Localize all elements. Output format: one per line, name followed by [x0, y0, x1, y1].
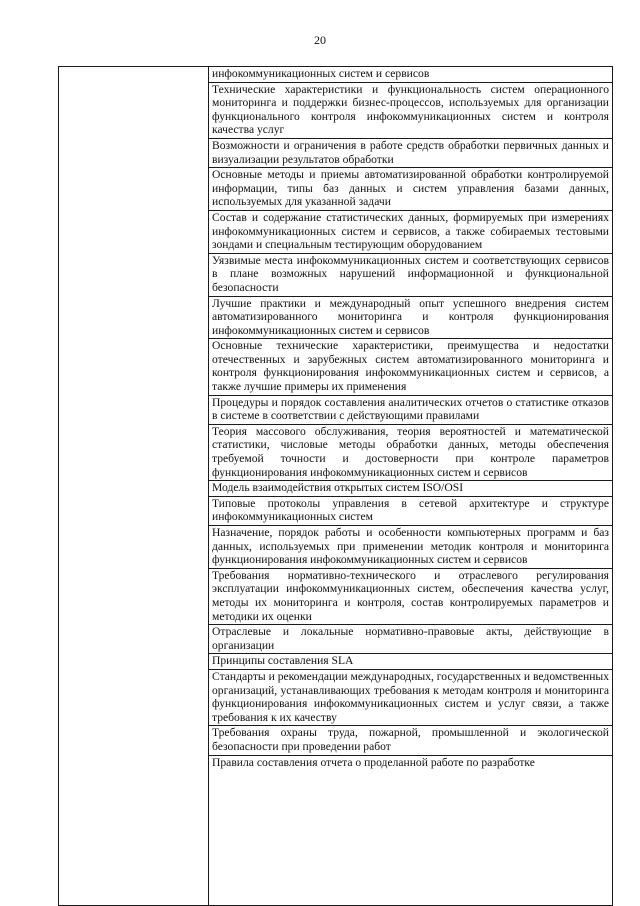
knowledge-item: Технические характеристики и функциональность систем операционного мониторинга и поддержки бизнес-процессов, используемых для организации функционального контроля инфокоммуникационных систем и контроля качества услуг: [209, 83, 612, 139]
knowledge-item: Назначение, порядок работы и особенности компьютерных программ и баз данных, используемых при применении методик контроля и мониторинга функционирования инфокоммуникационных систем и сервисов: [209, 526, 612, 569]
knowledge-item: Состав и содержание статистических данных, формируемых при измерениях инфокоммуникационных систем и сервисов, а также собираемых тестовыми зондами и специальным тестирующим оборудованием: [209, 211, 612, 254]
knowledge-table: [58, 66, 613, 906]
page-number: 20: [314, 33, 326, 47]
knowledge-item: Стандарты и рекомендации международных, государственных и ведомственных организаций, устанавливающих требования к методам контроля и мониторинга функционирования инфокоммуникационных систем и услуг связи, а также требования к их качеству: [209, 670, 612, 726]
left-column-text: [59, 67, 208, 905]
knowledge-item: Лучшие практики и международный опыт успешного внедрения систем автоматизированного мониторинга и контроля функционирования инфокоммуникационных систем и сервисов: [209, 297, 612, 340]
knowledge-list: [209, 67, 612, 770]
knowledge-item: Типовые протоколы управления в сетевой архитектуре и структуре инфокоммуникационных систем: [209, 497, 612, 526]
right-column-cell: [209, 67, 613, 906]
left-column-cell: [59, 67, 209, 906]
knowledge-item: Основные методы и приемы автоматизированной обработки контролируемой информации, типы баз данных и систем управления базами данных, используемых для указанной задачи: [209, 168, 612, 211]
knowledge-item: Процедуры и порядок составления аналитических отчетов о статистике отказов в системе в соответствии с действующими правилами: [209, 396, 612, 425]
knowledge-item: Основные технические характеристики, преимущества и недостатки отечественных и зарубежных систем автоматизированного мониторинга и контроля функционирования инфокоммуникационных систем и сервисов, а также лучшие примеры их применения: [209, 339, 612, 395]
knowledge-item: Принципы составления SLA: [209, 654, 612, 670]
knowledge-item: Теория массового обслуживания, теория вероятностей и математической статистики, числовые методы обработки данных, методы обеспечения требуемой точности и достоверности при контроле параметров функционирования инфокоммуникационных систем и сервисов: [209, 425, 612, 481]
table-row: [59, 67, 613, 906]
knowledge-item: Уязвимые места инфокоммуникационных систем и соответствующих сервисов в плане возможных нарушений информационной и функциональной безопасности: [209, 254, 612, 297]
knowledge-item: Правила составления отчета о проделанной работе по разработке: [212, 755, 535, 769]
knowledge-item: инфокоммуникационных систем и сервисов: [209, 67, 612, 83]
knowledge-item: Модель взаимодействия открытых систем ISO/OSI: [209, 481, 612, 497]
knowledge-item: Отраслевые и локальные нормативно-правовые акты, действующие в организации: [209, 625, 612, 654]
knowledge-item: Требования нормативно-технического и отраслевого регулирования эксплуатации инфокоммуникационных систем, обеспечения качества услуг, методы их мониторинга и контроля, состав контролируемых параметров и методики их оценки: [209, 569, 612, 625]
knowledge-item: Возможности и ограничения в работе средств обработки первичных данных и визуализации результатов обработки: [209, 139, 612, 168]
knowledge-item: Требования охраны труда, пожарной, промышленной и экологической безопасности при проведении работ: [209, 726, 612, 755]
